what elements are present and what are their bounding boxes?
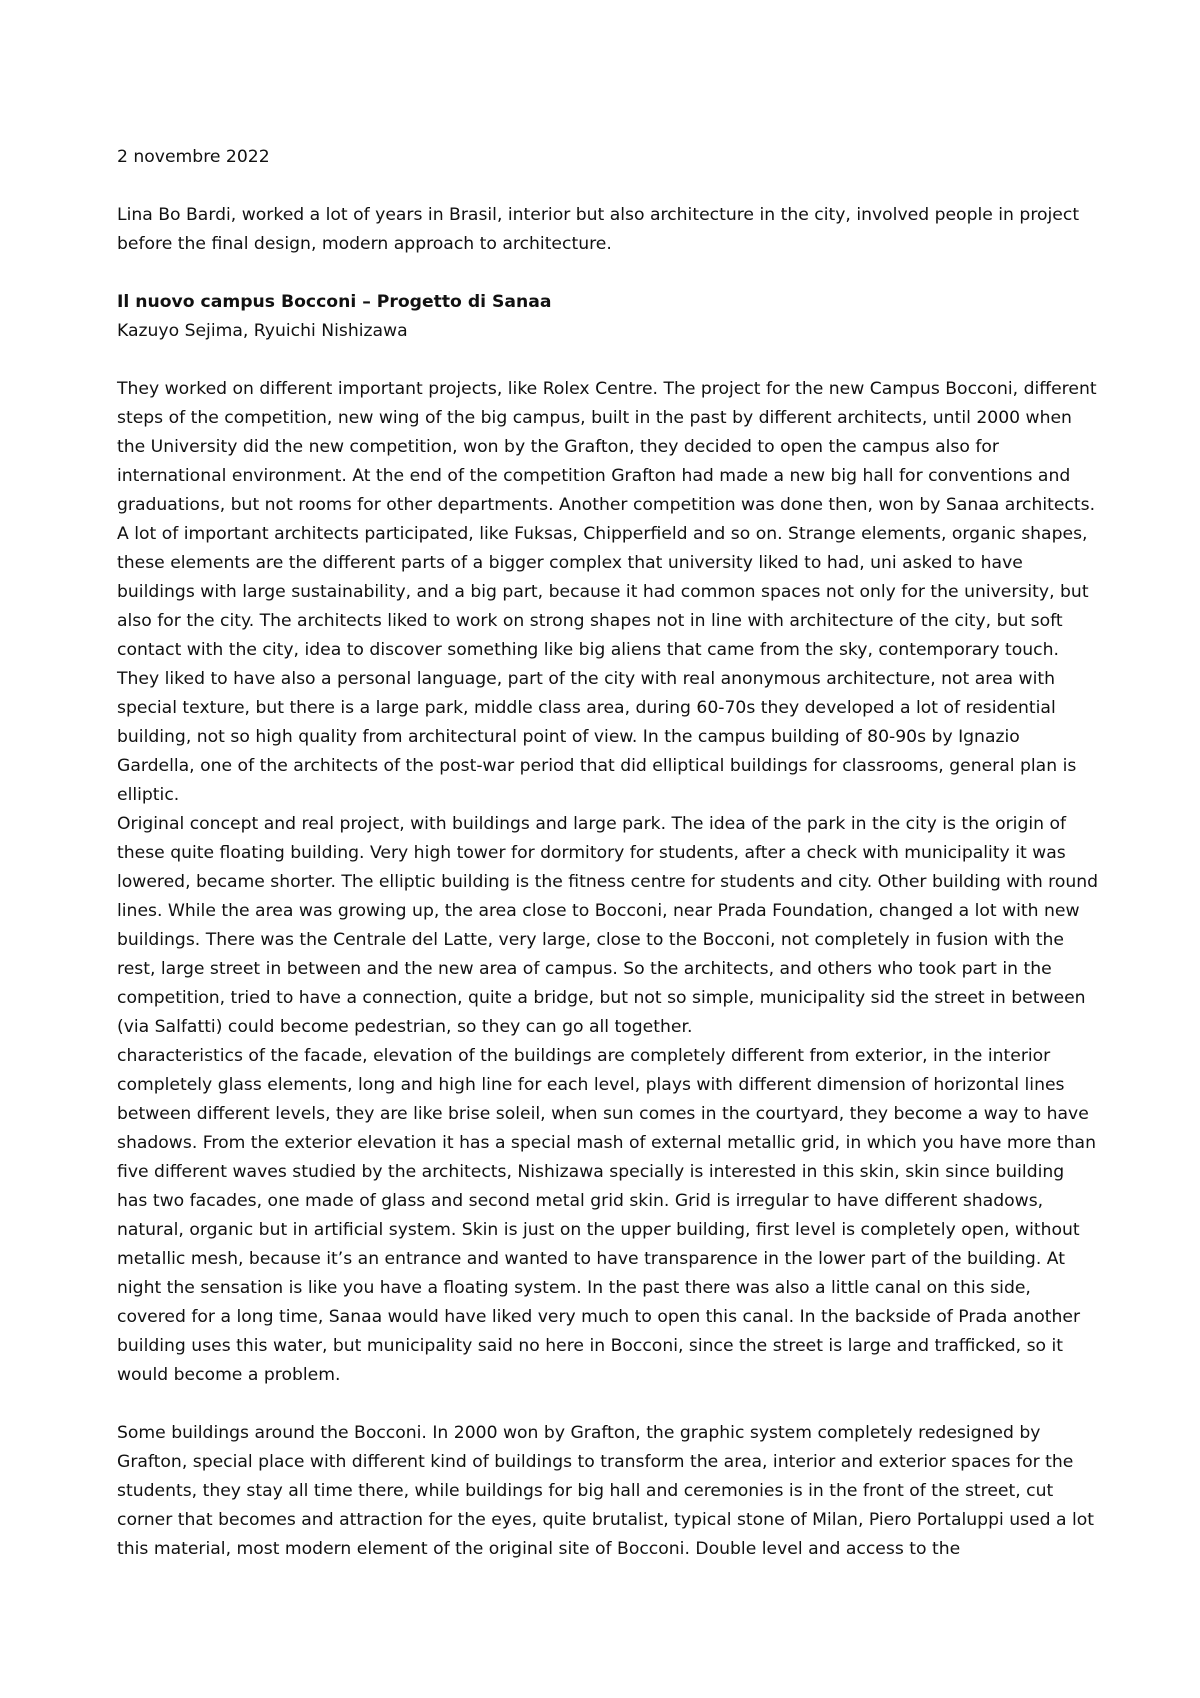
body-paragraph-1: They worked on different important projects, like Rolex Centre. The project for the new Campus Bocconi, different steps of the competition, new wing of the big campus, built in the past by different architects, until 2000 when the University did the new competition, won by the Grafton, they decided to open the campus also for international environment. At the end of the competition Grafton had made a new big hall for conventions and graduations, but not rooms for other departments. Another competition was done then, won by Sanaa architects. A lot of important architects participated, like Fuksas, Chipperfield and so on. Strange elements, organic shapes, these elements are the different parts of a bigger complex that university liked to had, uni asked to have buildings with large sustainability, and a big part, because it had common spaces not only for the university, but also for the city. The architects liked to work on strong shapes not in line with architecture of the city, but soft contact with the city, idea to discover something like big aliens that came from the sky, contemporary touch. They liked to have also a personal language, part of the city with real anonymous architecture, not area with special texture, but there is a large park, middle class area, during 60-70s they developed a lot of residential building, not so high quality from architectural point of view. In the campus building of 80-90s by Ignazio Gardella, one of the architects of the post-war period that did elliptical buildings for classrooms, general plan is elliptic. <box>117 379 1097 805</box>
section-title: Il nuovo campus Bocconi – Progetto di Sanaa <box>117 292 552 312</box>
document-date: 2 novembre 2022 <box>117 147 270 167</box>
body-paragraph-2: Original concept and real project, with buildings and large park. The idea of the park in the city is the origin of these quite floating building. Very high tower for dormitory for students, after a check with municipality it was lowered, became shorter. The elliptic building is the fitness centre for students and city. Other building with round lines. While the area was growing up, the area close to Bocconi, near Prada Foundation, changed a lot with new buildings. There was the Centrale del Latte, very large, close to the Bocconi, not completely in fusion with the rest, large street in between and the new area of campus. So the architects, and others who took part in the competition, tried to have a connection, quite a bridge, but not so simple, municipality sid the street in between (via Salfatti) could become pedestrian, so they can go all together. <box>117 814 1099 1037</box>
intro-paragraph: Lina Bo Bardi, worked a lot of years in Brasil, interior but also architecture in the city, involved people in project before the final design, modern approach to architecture. <box>117 205 1080 254</box>
section-authors: Kazuyo Sejima, Ryuichi Nishizawa <box>117 321 408 341</box>
body-paragraph-4: Some buildings around the Bocconi. In 2000 won by Grafton, the graphic system completely redesigned by Grafton, special place with different kind of buildings to transform the area, interior and exterior spaces for the students, they stay all time there, while buildings for big hall and ceremonies is in the front of the street, cut corner that becomes and attraction for the eyes, quite brutalist, typical stone of Milan, Piero Portaluppi used a lot this material, most modern element of the original site of Bocconi. Double level and access to the <box>117 1423 1095 1559</box>
body-paragraph-3: characteristics of the facade, elevation of the buildings are completely different from exterior, in the interior completely glass elements, long and high line for each level, plays with different dimension of horizontal lines between different levels, they are like brise soleil, when sun comes in the courtyard, they become a way to have shadows. From the exterior elevation it has a special mash of external metallic grid, in which you have more than five different waves studied by the architects, Nishizawa specially is interested in this skin, skin since building has two facades, one made of glass and second metal grid skin. Grid is irregular to have different shadows, natural, organic but in artificial system. Skin is just on the upper building, first level is completely open, without metallic mesh, because it’s an entrance and wanted to have transparence in the lower part of the building. At night the sensation is like you have a floating system. In the past there was also a little canal on this side, covered for a long time, Sanaa would have liked very much to open this canal. In the backside of Prada another building uses this water, but municipality said no here in Bocconi, since the street is large and trafficked, so it would become a problem. <box>117 1046 1096 1385</box>
